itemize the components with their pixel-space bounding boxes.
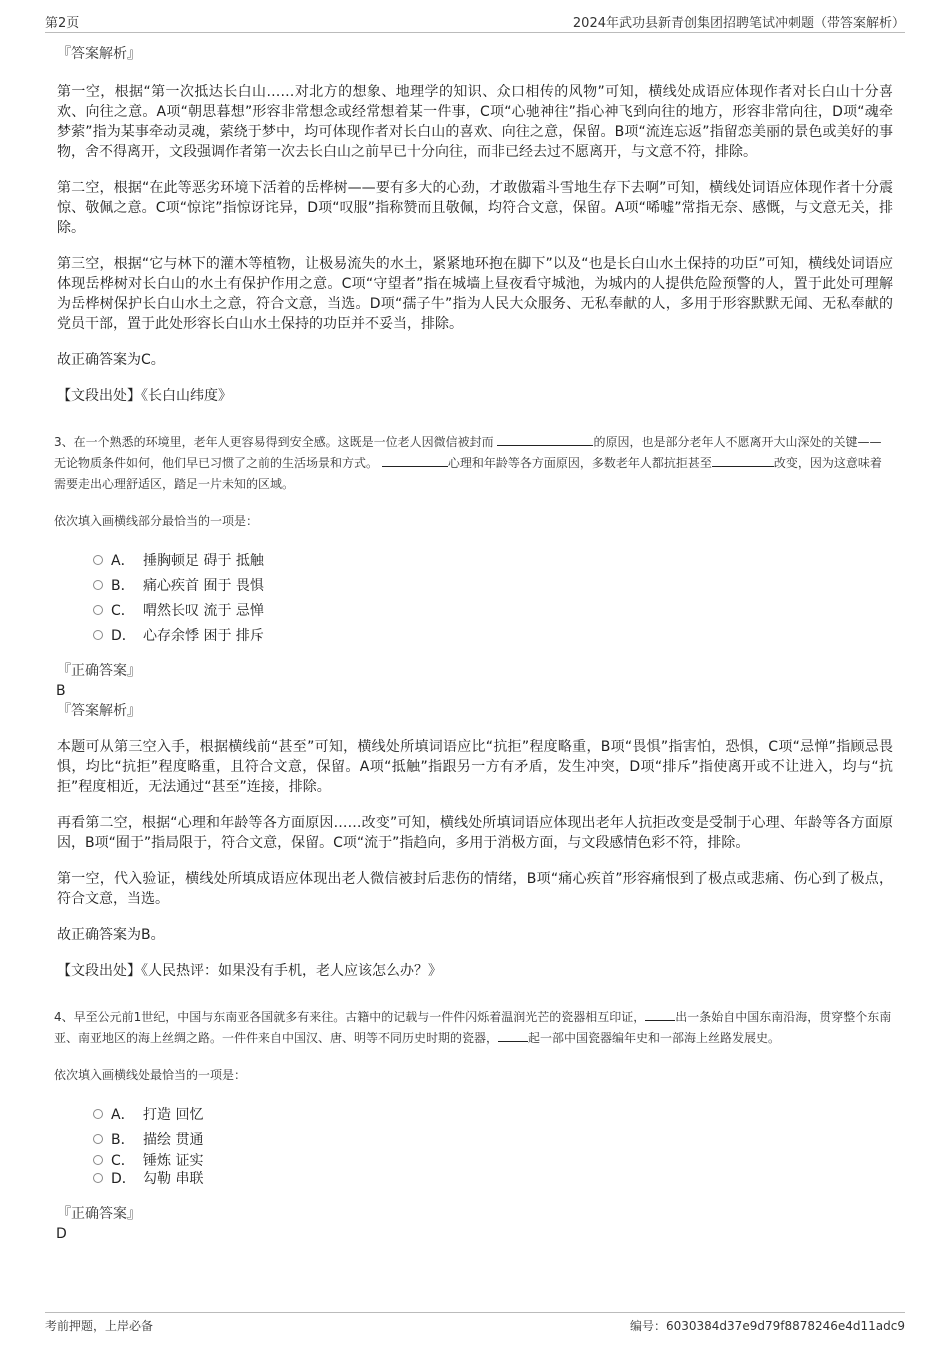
q3-text-part: 的原因，也是部分老年人不愿离开大山深处的关键——无论物质条件如何，他们早已习惯了之前的生活场景和方式。 (54, 435, 882, 470)
q3-analysis-paragraph: 再看第二空，根据“心理和年龄等各方面原因……改变”可知，横线处所填词语应体现出老年人抗拒改变是受制于心理、年龄等各方面原因，B项“囿于”指局限于，符合文意，保留。C项“流于”指趋向，多用于消极方面，与文段感情色彩不符，排除。 (57, 815, 893, 851)
q3-text-part: 3、在一个熟悉的环境里，老年人更容易得到安全感。这既是一位老人因微信被封而 (54, 435, 498, 449)
q4-prompt: 依次填入画横线处最恰当的一项是： (54, 1068, 247, 1082)
radio-icon[interactable] (93, 630, 103, 640)
q3-blank-3 (712, 454, 774, 467)
page-header (45, 12, 905, 33)
page-number: 第2页 (45, 16, 80, 31)
q3-source: 【文段出处】《人民热评：如果没有手机，老人应该怎么办？》 (57, 963, 442, 979)
q2-analysis-label: 『答案解析』 (57, 46, 141, 62)
q3-answer-label: 『正确答案』 (57, 663, 141, 679)
q3-option-d[interactable]: D． 心存余悸 困于 排斥 (93, 624, 893, 649)
page-footer (45, 1312, 905, 1333)
document-id: 编号：6030384d37e9d79f8878246e4d11adc9 (629, 1319, 905, 1333)
q2-analysis-paragraph: 第二空，根据“在此等恶劣环境下活着的岳桦树——要有多大的心劲，才敢傲霜斗雪地生存下去啊”可知，横线处词语应体现作者十分震惊、敬佩之意。C项“惊诧”指惊讶诧异，D项“叹服”指称赞而且敬佩，均符合文意，保留。A项“唏嘘”常指无奈、感慨，与文意无关，排除。 (57, 180, 893, 236)
q4-blank-2 (498, 1029, 528, 1042)
q4-question-text (54, 1007, 893, 1049)
q4-option-b[interactable]: B． 描绘 贯通 (93, 1128, 893, 1153)
q4-option-d[interactable]: D． 勾勒 串联 (93, 1170, 893, 1192)
radio-icon[interactable] (93, 1173, 103, 1183)
q3-option-b[interactable]: B． 痛心疾首 囿于 畏惧 (93, 574, 893, 599)
radio-icon[interactable] (93, 1109, 103, 1119)
q3-question-text (54, 432, 893, 495)
q3-text-part: 心理和年龄等各方面原因，多数老年人都抗拒甚至 (447, 456, 712, 470)
q3-conclusion: 故正确答案为B。 (57, 927, 165, 943)
page-content (54, 44, 893, 1244)
q3-option-c[interactable]: C． 喟然长叹 流于 忌惮 (93, 599, 893, 624)
q3-options (93, 549, 893, 649)
document-title: 2024年武功县新青创集团招聘笔试冲刺题（带答案解析） (572, 16, 905, 31)
q2-analysis-paragraph: 第三空，根据“它与林下的灌木等植物，让极易流失的水土，紧紧地环抱在脚下”以及“也是长白山水土保持的功臣”可知，横线处词语应体现岳桦树对长白山的水土有保护作用之意。C项“守望者”指在城墙上昼夜看守城池，为城内的人提供危险预警的人，置于此处可理解为岳桦树保护长白山水土之意，符合文意，当选。D项“孺子牛”指为人民大众服务、无私奉献的人，多用于形容默默无闻、无私奉献的党员干部，置于此处形容长白山水土保持的功臣并不妥当，排除。 (57, 256, 893, 332)
radio-icon[interactable] (93, 1134, 103, 1144)
radio-icon[interactable] (93, 605, 103, 615)
q3-blank-1 (497, 433, 593, 446)
q4-option-c[interactable]: C． 锤炼 证实 (93, 1153, 893, 1170)
radio-icon[interactable] (93, 555, 103, 565)
q4-answer-label: 『正确答案』 (57, 1206, 141, 1222)
q3-answer: B (56, 683, 66, 699)
radio-icon[interactable] (93, 1155, 103, 1165)
q2-conclusion: 故正确答案为C。 (57, 352, 165, 368)
q3-analysis-paragraph: 本题可从第三空入手，根据横线前“甚至”可知，横线处所填词语应比“抗拒”程度略重，B项“畏惧”指害怕，恐惧，C项“忌惮”指顾忌畏惧，均比“抗拒”程度略重，且符合文意，保留。A项“抵触”指跟另一方有矛盾，发生冲突，D项“排斥”指使离开或不让进入，均与“抗拒”程度相近，无法通过“甚至”连接，排除。 (57, 739, 893, 795)
q4-options (93, 1103, 893, 1192)
q3-analysis-label: 『答案解析』 (57, 703, 141, 719)
q2-source: 【文段出处】《长白山纬度》 (57, 388, 232, 404)
q3-prompt: 依次填入画横线部分最恰当的一项是： (54, 514, 259, 528)
q3-blank-2 (382, 454, 448, 467)
radio-icon[interactable] (93, 580, 103, 590)
q4-text-part: 起一部中国瓷器编年史和一部海上丝路发展史。 (528, 1031, 781, 1045)
q4-answer: D (56, 1226, 67, 1242)
q2-analysis-paragraph: 第一空，根据“第一次抵达长白山……对北方的想象、地理学的知识、众口相传的风物”可知，横线处成语应体现作者对长白山十分喜欢、向往之意。A项“朝思暮想”形容非常想念或经常想着某一件事，C项“心驰神往”指心神飞到向往的地方，形容非常向往，D项“魂牵梦萦”指为某事牵动灵魂，萦绕于梦中，均可体现作者对长白山的喜欢、向往之意，保留。B项“流连忘返”指留恋美丽的景色或美好的事物，舍不得离开，文段强调作者第一次去长白山之前早已十分向往，而非已经去过不愿离开，与文意不符，排除。 (57, 84, 893, 160)
q3-analysis-paragraph: 第一空，代入验证，横线处所填成语应体现出老人微信被封后悲伤的情绪，B项“痛心疾首”形容痛恨到了极点或悲痛、伤心到了极点，符合文意，当选。 (57, 871, 893, 907)
q4-text-part: 出一条始自中国东南沿海，贯穿整个东南亚、南亚地区的海上丝绸之路。一件件来自中国汉、唐、明等不同历史时期的瓷器， (54, 1010, 892, 1045)
q4-text-part: 4、早至公元前1世纪，中国与东南亚各国就多有来往。古籍中的记载与一件件闪烁着温润光芒的瓷器相互印证， (54, 1010, 646, 1024)
q3-option-a[interactable]: A． 捶胸顿足 碍于 抵触 (93, 549, 893, 574)
q4-option-a[interactable]: A． 打造 回忆 (93, 1103, 893, 1128)
q4-blank-1 (645, 1008, 675, 1021)
q3-text-part: 改变，因为这意味着需要走出心理舒适区，踏足一片未知的区域。 (54, 456, 882, 491)
footer-slogan: 考前押题，上岸必备 (45, 1319, 154, 1333)
